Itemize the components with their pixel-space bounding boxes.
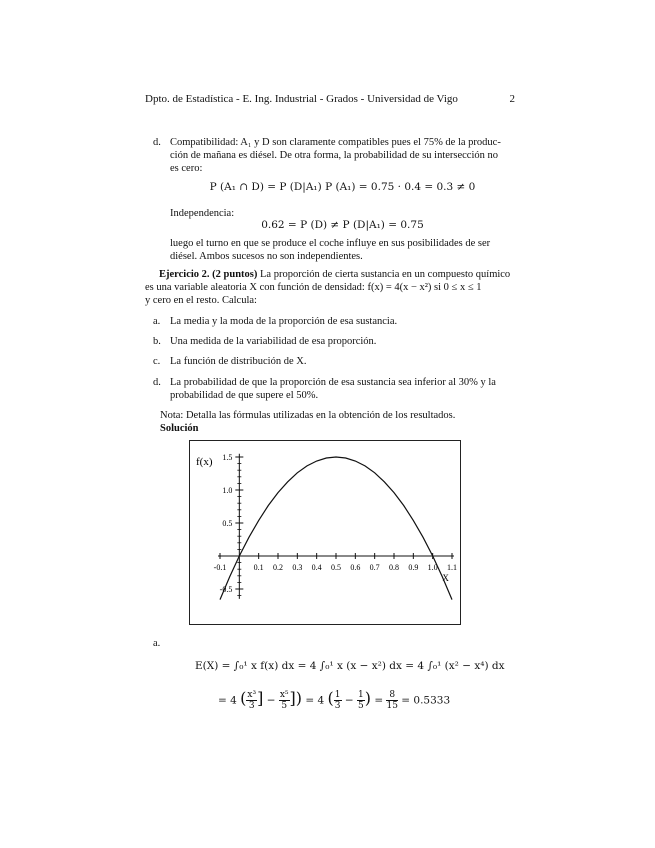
item-d2-line2: probabilidad de que supere el 50%.: [170, 390, 319, 401]
exercise-title: Ejercicio 2. (2 puntos): [159, 269, 258, 280]
frac-8-15: $\frac{8}{15}$: [386, 690, 398, 711]
eq-middle: = 4: [305, 694, 325, 707]
item-d2-line1: La probabilidad de que la proporción de esa sustancia sea inferior al 30% y la: [170, 377, 496, 388]
conclusion-line2: diésel. Ambos sucesos no son independientes.: [170, 251, 363, 262]
item-c-text: La función de distribución de X.: [170, 356, 307, 367]
item-d2-label: d.: [153, 377, 161, 388]
solution-heading: Solución: [160, 423, 199, 434]
x-tick-label: 0.6: [350, 563, 361, 572]
item-b-label: b.: [153, 336, 161, 347]
expectation-line2: = 4 ( $\frac{\text{x³}}{3}$ ] − $\frac{\text{x⁵}}{5}$ ]) = 4 ( $\frac{1}{3}$ − $\frac{1}{5}$ ) = $\frac{8}{15}$ = 0.5333: [218, 688, 451, 711]
equation-independence: 0.62 = P (D) ≠ P (D|A₁) = 0.75: [261, 219, 424, 231]
x-tick-label: 0.4: [311, 563, 322, 572]
y-axis-label: f(x): [196, 456, 213, 468]
exercise-line1: La proporción de cierta sustancia en un compuesto químico: [260, 269, 511, 280]
header-text: Dpto. de Estadística - E. Ing. Industrial - Grados - Universidad de Vigo: [145, 93, 458, 105]
item-d-line1: Compatibilidad: A₁ y D son claramente compatibles pues el 75% de la produc-: [170, 137, 501, 148]
eq-result: = 0.5333: [401, 694, 451, 707]
x-tick-label: 0.3: [292, 563, 303, 572]
item-d2-text: [170, 376, 515, 402]
item-a-text: La media y la moda de la proporción de esa sustancia.: [170, 316, 398, 327]
equation-intersection: P (A₁ ∩ D) = P (D|A₁) P (A₁) = 0.75 · 0.4 = 0.3 ≠ 0: [209, 181, 476, 193]
y-tick-label: 0.5: [222, 519, 233, 528]
conclusion-paragraph: [170, 237, 515, 263]
item-d-label: d.: [153, 137, 161, 148]
item-b-text: Una medida de la variabilidad de esa proporción.: [170, 336, 377, 347]
x-tick-label: 0.8: [389, 563, 399, 572]
running-header: [145, 93, 515, 106]
x-tick-label: 0.1: [253, 563, 264, 572]
y-tick-label: 1.5: [222, 453, 233, 462]
expectation-line1: E(X) = ∫₀¹ x f(x) dx = 4 ∫₀¹ x (x − x²) dx = 4 ∫₀¹ (x² − x⁴) dx: [195, 660, 505, 672]
frac-1-5: $\frac{1}{5}$: [358, 690, 364, 711]
solution-a-label: a.: [153, 638, 161, 649]
density-plot: [189, 440, 461, 625]
exercise-2-statement: [145, 268, 515, 307]
exercise-line3: y cero en el resto. Calcula:: [145, 295, 257, 306]
x-tick-label: 0.5: [331, 563, 341, 572]
item-c-label: c.: [153, 356, 161, 367]
page-number: 2: [509, 93, 515, 105]
frac-1-3: $\frac{1}{3}$: [334, 690, 341, 711]
density-plot-svg: [190, 441, 460, 624]
x-tick-label: 1.0: [427, 563, 438, 572]
item-d-line2: ción de mañana es diésel. De otra forma, la probabilidad de su intersección no: [170, 150, 499, 161]
x-tick-label: 0.2: [273, 563, 283, 572]
frac-x3-3: $\frac{\text{x³}}{3}$: [247, 690, 257, 711]
item-a-label: a.: [153, 316, 161, 327]
x-tick-label: 1.1: [447, 563, 457, 572]
item-d-line3: es cero:: [170, 163, 203, 174]
exercise-line2: es una variable aleatoria X con función de densidad: f(x) = 4(x − x²) si 0 ≤ x ≤ 1: [145, 282, 482, 293]
eq-prefix: = 4: [218, 694, 237, 707]
independence-label: Independencia:: [170, 208, 235, 219]
y-tick-label: -0.5: [219, 585, 233, 594]
x-tick-label: 0.9: [408, 563, 419, 572]
item-d-paragraph: [170, 136, 515, 175]
note: Nota: Detalla las fórmulas utilizadas en la obtención de los resultados.: [160, 410, 456, 421]
x-tick-label: -0.1: [213, 563, 227, 572]
density-curve: [220, 457, 452, 600]
y-tick-label: 1.0: [222, 486, 233, 495]
conclusion-line1: luego el turno en que se produce el coche influye en sus posibilidades de ser: [170, 238, 491, 249]
x-tick-label: 0.7: [369, 563, 380, 572]
frac-x5-5: $\frac{\text{x⁵}}{5}$: [279, 690, 289, 711]
x-axis-label: X: [442, 573, 449, 583]
